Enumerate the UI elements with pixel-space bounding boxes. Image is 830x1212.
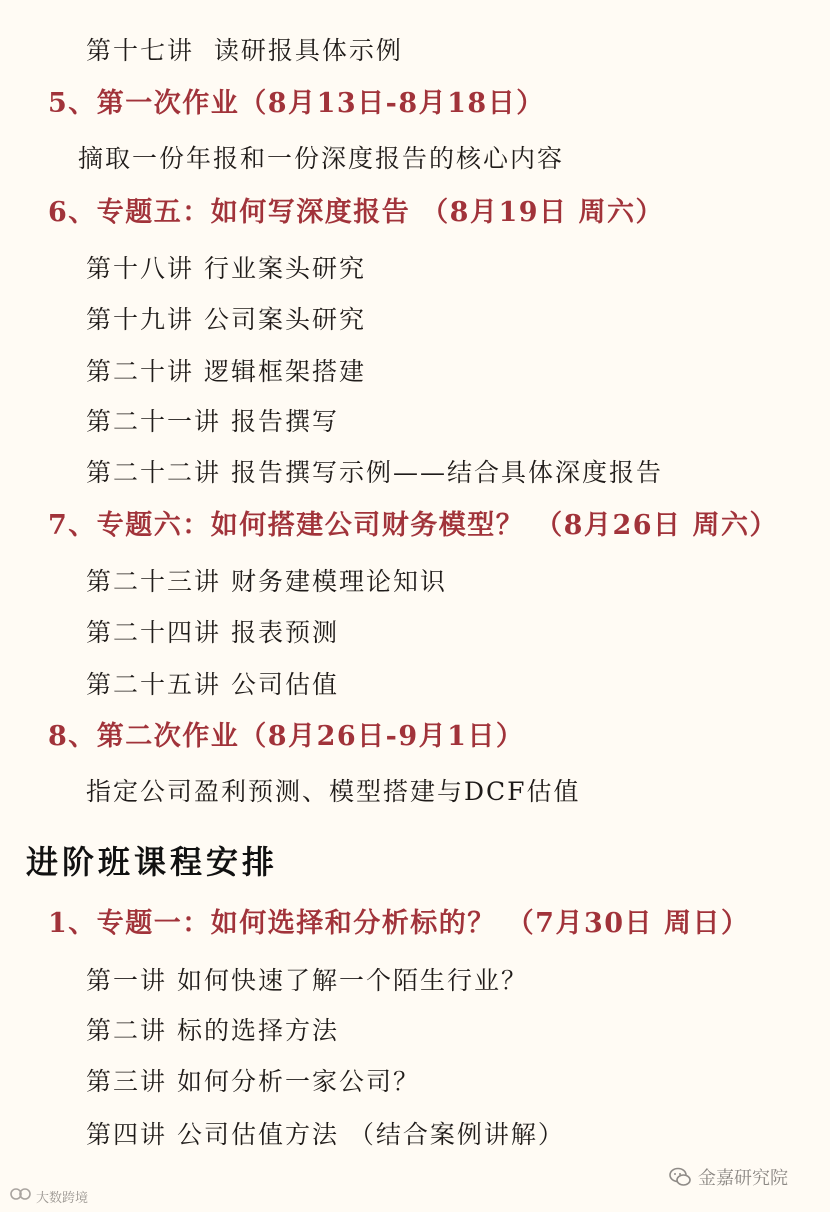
lecture-2: 第二讲 标的选择方法	[86, 1016, 339, 1045]
watermark-right	[668, 1164, 788, 1190]
topic-6: 7、专题六：如何搭建公司财务模型？ （8月26日 周六）	[48, 510, 778, 541]
lecture-22: 第二十二讲 报告撰写示例——结合具体深度报告	[86, 458, 663, 487]
lecture-19: 第十九讲 公司案头研究	[86, 305, 366, 334]
homework-2-desc: 指定公司盈利预测、模型搭建与DCF估值	[86, 777, 581, 806]
topic-homework-2: 8、第二次作业（8月26日-9月1日）	[48, 721, 525, 752]
watermark-right-text: 金嘉研究院	[698, 1168, 788, 1189]
topic-1: 1、专题一：如何选择和分析标的？ （7月30日 周日）	[48, 908, 750, 939]
lecture-24: 第二十四讲 报表预测	[86, 618, 339, 647]
watermark-left	[10, 1186, 88, 1206]
lecture-18: 第十八讲 行业案头研究	[86, 254, 366, 283]
topic-homework-1: 5、第一次作业（8月13日-8月18日）	[48, 88, 545, 119]
lecture-25: 第二十五讲 公司估值	[86, 670, 339, 699]
homework-1-desc: 摘取一份年报和一份深度报告的核心内容	[78, 144, 565, 173]
wechat-icon	[668, 1165, 692, 1189]
lecture-20: 第二十讲 逻辑框架搭建	[86, 357, 366, 386]
section-heading-advanced: 进阶班课程安排	[26, 843, 279, 881]
watermark-left-text: 大数跨境	[36, 1190, 89, 1206]
lecture-17: 第十七讲 读研报具体示例	[86, 36, 403, 65]
lecture-3: 第三讲 如何分析一家公司？	[86, 1067, 420, 1096]
lecture-23: 第二十三讲 财务建模理论知识	[86, 567, 447, 596]
lecture-1: 第一讲 如何快速了解一个陌生行业？	[86, 966, 528, 995]
lecture-4: 第四讲 公司估值方法 （结合案例讲解）	[86, 1120, 565, 1149]
lecture-21: 第二十一讲 报告撰写	[86, 407, 339, 436]
watermark-logo-icon	[10, 1186, 32, 1206]
topic-5: 6、专题五：如何写深度报告 （8月19日 周六）	[48, 197, 664, 228]
